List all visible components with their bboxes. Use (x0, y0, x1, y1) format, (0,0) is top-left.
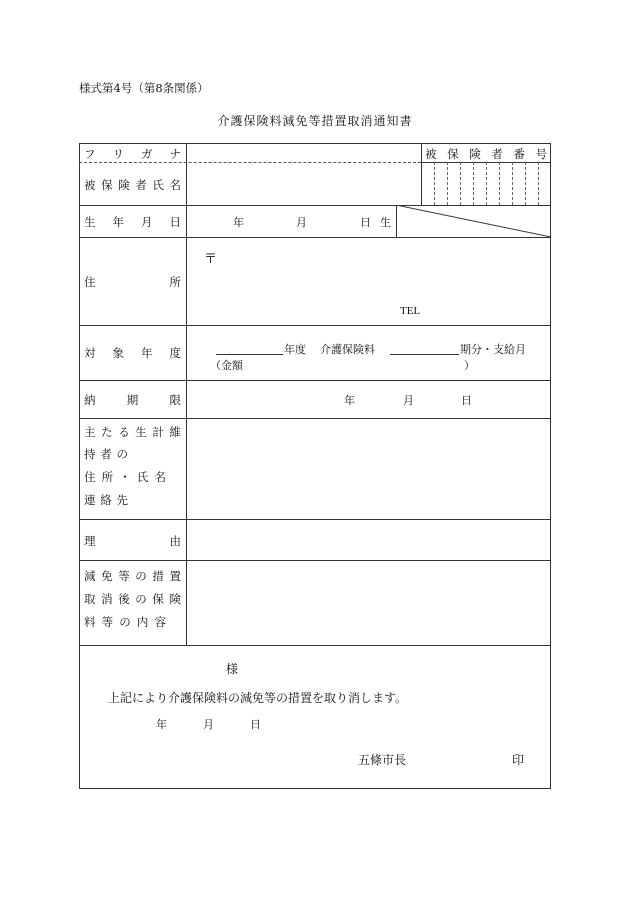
amount-close-label: ） (464, 359, 475, 372)
row-divider (79, 237, 551, 238)
digit-separator (473, 162, 474, 205)
form-number-label: 様式第4号（第8条関係） (79, 81, 209, 95)
row-divider (79, 560, 551, 561)
deadline-day-label: 日 (461, 394, 472, 407)
furigana-label: フ リ ガ ナ (84, 147, 181, 161)
digit-separator (512, 162, 513, 205)
row-divider (79, 380, 551, 381)
insured-number-label: 被 保 険 者 番 号 (425, 147, 547, 161)
period-blank-line (390, 354, 459, 355)
birth-date-label: 生 年 月 日 (84, 215, 181, 229)
notice-day-label: 日 (250, 718, 261, 731)
digit-separator (499, 162, 500, 205)
furigana-divider (79, 162, 421, 163)
period-label: 期分・支給月 (460, 343, 526, 356)
postal-mark: 〒 (204, 252, 218, 267)
notice-year-label: 年 (156, 718, 167, 731)
year-suffix-label: 年度 (284, 343, 306, 356)
notice-body-text: 上記により介護保険料の減免等の措置を取り消します。 (108, 691, 408, 705)
provider-label-line: 住 所 ・ 氏 名 (84, 470, 166, 484)
digit-separator (460, 162, 461, 205)
notice-month-label: 月 (203, 718, 214, 731)
row-divider (79, 519, 551, 520)
seal-mark: 印 (512, 753, 525, 767)
provider-label-line: 持 者 の (84, 447, 128, 461)
row-divider (79, 418, 551, 419)
content-label-line: 料 等 の 内 容 (84, 615, 166, 629)
content-label-line: 減 免 等 の 措 置 (84, 569, 181, 583)
document-title: 介護保険料減免等措置取消通知書 (217, 114, 413, 128)
year-blank-line (216, 354, 283, 355)
digit-separator (486, 162, 487, 205)
mayor-label: 五條市長 (358, 753, 407, 767)
row-divider (79, 645, 551, 646)
address-label: 住 所 (84, 275, 181, 289)
birth-suffix-label: 生 (380, 216, 391, 229)
provider-label-line: 連 絡 先 (84, 493, 128, 507)
reason-label: 理 由 (84, 534, 181, 548)
digit-separator (525, 162, 526, 205)
insured-number-column-divider (421, 143, 422, 205)
birth-year-label: 年 (233, 216, 244, 229)
provider-label-line: 主 た る 生 計 維 (84, 425, 181, 439)
honorific-label: 様 (226, 662, 239, 676)
insurance-label: 介護保険料 (320, 343, 375, 356)
digit-separator (447, 162, 448, 205)
label-column-divider (186, 143, 187, 645)
content-label-line: 取 消 後 の 保 険 (84, 592, 181, 606)
tel-label: TEL (400, 305, 421, 317)
birth-day-label: 日 (360, 216, 371, 229)
deadline-month-label: 月 (403, 394, 414, 407)
amount-open-label: （金額 (210, 359, 243, 372)
diagonal-slash (396, 205, 551, 237)
digit-separator (538, 162, 539, 205)
row-divider (79, 325, 551, 326)
digit-separator (434, 162, 435, 205)
payment-deadline-label: 納 期 限 (84, 393, 181, 407)
deadline-year-label: 年 (344, 394, 355, 407)
insured-name-label: 被 保 険 者 氏 名 (84, 178, 181, 192)
birth-month-label: 月 (296, 216, 307, 229)
target-year-label: 対 象 年 度 (84, 346, 181, 360)
